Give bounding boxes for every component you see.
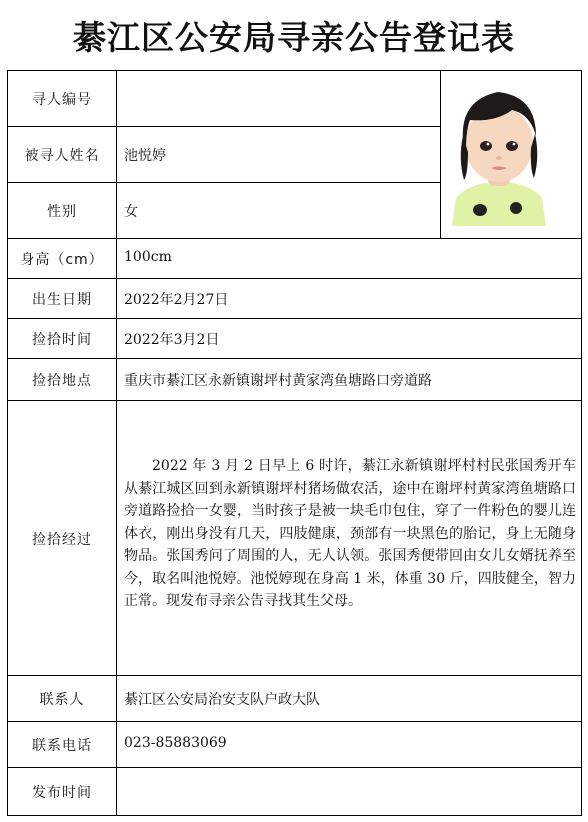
value-height: 100cm — [124, 249, 172, 265]
row-divider — [7, 126, 440, 127]
row-divider — [7, 358, 582, 359]
label-contact: 联系人 — [39, 692, 85, 708]
label-gender: 性别 — [47, 204, 77, 220]
row-divider — [7, 675, 582, 676]
column-divider — [116, 70, 117, 816]
value-contact: 綦江区公安局治安支队户政大队 — [124, 692, 320, 708]
row-divider — [7, 182, 440, 183]
value-birth-date: 2022年2月27日 — [124, 292, 229, 308]
label-found-details: 捡拾经过 — [32, 532, 92, 548]
page-title: 綦江区公安局寻亲公告登记表 — [73, 18, 515, 57]
row-divider — [7, 278, 582, 279]
label-publish-time: 发布时间 — [32, 785, 92, 801]
table-border-bottom — [7, 815, 582, 816]
label-search-id: 寻人编号 — [32, 92, 92, 108]
row-divider — [7, 400, 582, 401]
child-photo — [446, 78, 552, 226]
value-gender: 女 — [124, 204, 138, 220]
row-divider — [7, 318, 582, 319]
label-phone: 联系电话 — [32, 738, 92, 754]
value-phone: 023-85883069 — [124, 735, 227, 751]
table-border-right — [581, 70, 582, 816]
row-divider — [7, 238, 582, 239]
label-found-time: 捡拾时间 — [32, 332, 92, 348]
table-border-top — [7, 70, 582, 71]
label-birth-date: 出生日期 — [32, 292, 92, 308]
label-name: 被寻人姓名 — [24, 148, 100, 164]
value-found-time: 2022年3月2日 — [124, 332, 220, 348]
value-name: 池悦婷 — [124, 148, 166, 164]
label-height: 身高（cm） — [20, 252, 104, 268]
value-found-details: 2022 年 3 月 2 日早上 6 时许，綦江永新镇谢坪村村民张国秀开车从綦江城区回到永新镇谢坪村猪场做农活，途中在谢坪村黄家湾鱼塘路口旁道路捡拾一女婴，当时孩子是被一块毛巾包住，穿了一件粉色的婴儿连体衣，刚出身没有几天，四肢健康，颈部有一块黑色的胎记，身上无随身物品。张国秀问了周围的人，无人认领。张国秀便带回由女儿女婿抚养至今，取名叫池悦婷。池悦婷现在身高 1 米，体重 30 斤，四肢健全，智力正常。现发布寻亲公告寻找其生父母。 — [124, 458, 576, 609]
row-divider — [7, 767, 582, 768]
label-found-place: 捡拾地点 — [32, 373, 92, 389]
row-divider — [7, 721, 582, 722]
value-found-place: 重庆市綦江区永新镇谢坪村黄家湾鱼塘路口旁道路 — [124, 373, 432, 389]
photo-divider — [440, 70, 441, 239]
